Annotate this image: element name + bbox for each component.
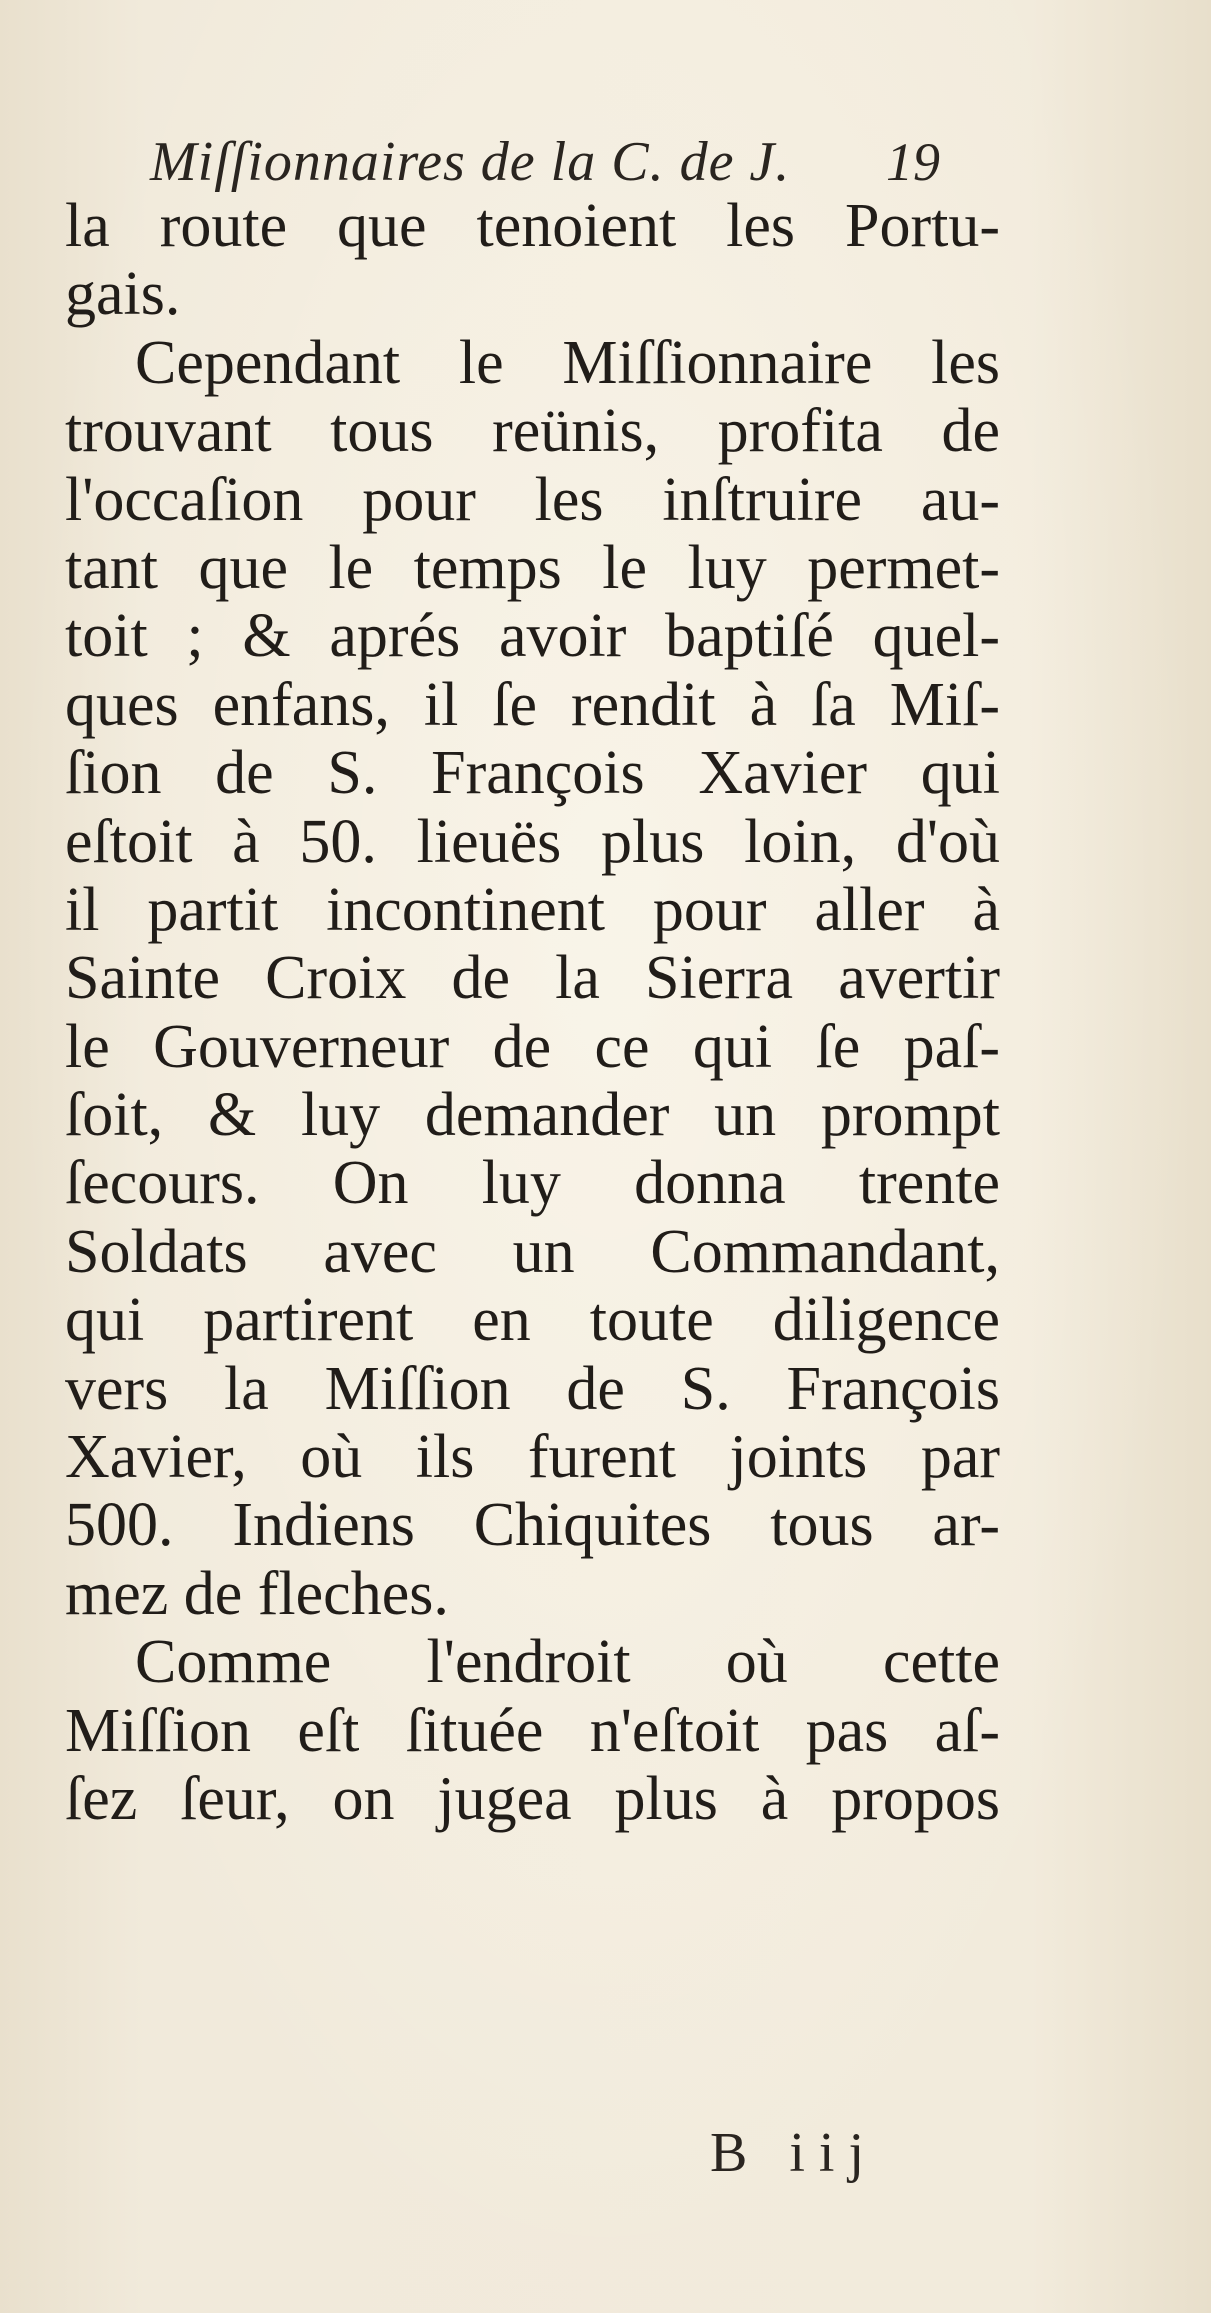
text-line: 500. Indiens Chiquites tous ar- (65, 1491, 1000, 1560)
text-line: Comme l'endroit où cette (135, 1628, 1000, 1697)
running-title: Miſſionnaires de la C. de J. (150, 131, 791, 193)
text-line: qui partirent en toute diligence (65, 1286, 1000, 1355)
text-line: le Gouverneur de ce qui ſe paſ- (65, 1012, 1000, 1081)
text-line: mez de fleches. (65, 1559, 449, 1628)
text-line: toit ; & aprés avoir baptiſé quel- (65, 602, 1000, 671)
text-line: Soldats avec un Commandant, (65, 1217, 1000, 1286)
text-line: trouvant tous reünis, profita de (65, 397, 1000, 466)
page-number: 19 (886, 132, 940, 192)
text-line: Xavier, où ils furent joints par (65, 1423, 1000, 1492)
text-line: ſion de S. François Xavier qui (65, 739, 1000, 808)
text-line: ques enfans, il ſe rendit à ſa Miſ- (65, 670, 1000, 739)
signature-mark: B iij (710, 2122, 879, 2184)
page-header (150, 132, 940, 192)
text-line: ſez ſeur, on jugea plus à propos (65, 1764, 1000, 1833)
text-line: vers la Miſſion de S. François (65, 1354, 1000, 1423)
text-line: il partit incontinent pour aller à (65, 875, 1000, 944)
text-line: la route que tenoient les Portu- (65, 192, 1000, 260)
text-line: Miſſion eſt ſituée n'eſtoit pas aſ- (65, 1696, 1000, 1765)
text-line: tant que le temps le luy permet- (65, 533, 1000, 602)
text-line: ſecours. On luy donna trente (65, 1149, 1000, 1218)
body-text (65, 192, 1000, 1833)
text-line: l'occaſion pour les inſtruire au- (65, 465, 1000, 534)
text-line: ſoit, & luy demander un prompt (65, 1081, 1000, 1150)
text-line: Cependant le Miſſionnaire les (135, 328, 1000, 397)
text-line: eſtoit à 50. lieuës plus loin, d'où (65, 807, 1000, 876)
text-line: Sainte Croix de la Sierra avertir (65, 944, 1000, 1013)
text-line: gais. (65, 260, 181, 329)
